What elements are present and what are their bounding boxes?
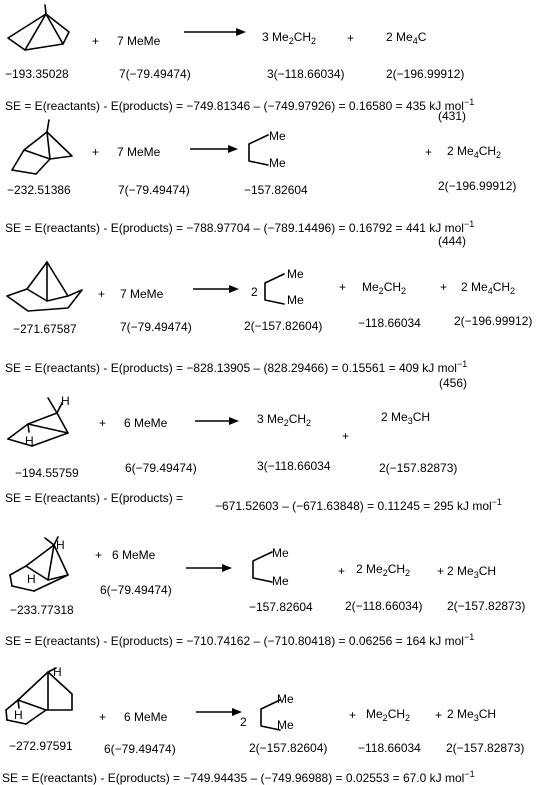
methyl-label: Me: [277, 692, 294, 706]
energy-value: 2(−157.82604): [244, 319, 323, 333]
hydrogen-label: H: [14, 708, 23, 722]
bicyclohexane-structure: [4, 256, 86, 316]
energy-value: −157.82604: [244, 183, 308, 197]
energy-value: 6(−79.49474): [125, 461, 197, 475]
methyl-label: Me: [272, 574, 289, 588]
energy-value: 3(−118.66034): [267, 67, 345, 81]
reaction-arrow: [186, 563, 232, 573]
strain-energy-equation: SE = E(reactants) - E(products) = −828.13905 – (828.29466) = 0.15561 = 409 kJ mol$^{-1}$: [5, 359, 468, 375]
energy-value: −194.55759: [15, 466, 79, 480]
literature-value: (456): [439, 376, 468, 390]
plus-sign: +: [339, 280, 347, 294]
product-label: 2 $Me_4CH_2$: [461, 280, 516, 296]
product-label: 2 $Me_3CH$: [447, 707, 497, 723]
plus-sign: +: [349, 708, 357, 722]
bicyclopentane-structure: [8, 118, 78, 178]
hydrogen-label: H: [61, 394, 70, 408]
methyl-label: Me: [277, 718, 294, 732]
plus-sign: +: [347, 31, 355, 45]
reaction-arrow: [184, 27, 246, 37]
reaction-arrow: [196, 707, 242, 717]
energy-value: 2(−196.99912): [454, 314, 533, 328]
methyl-label: Me: [269, 156, 286, 170]
hydrogen-label: H: [56, 538, 65, 552]
plus-sign: +: [440, 280, 448, 294]
energy-value: 2(−196.99912): [438, 179, 517, 193]
product-label: 3 $Me_2CH_2$: [262, 30, 317, 46]
product-label: $Me_2CH_2$: [366, 707, 411, 723]
reagent-label: 6 MeMe: [124, 416, 168, 430]
methyl-label: Me: [272, 546, 289, 560]
reagent-label: 6 MeMe: [112, 548, 156, 562]
plus-sign: +: [92, 34, 100, 48]
plus-sign: +: [95, 548, 103, 562]
plus-sign: +: [425, 145, 433, 159]
energy-value: −271.67587: [13, 322, 77, 336]
reagent-label: 7 MeMe: [120, 287, 164, 301]
energy-value: 2(−157.82873): [446, 741, 525, 755]
energy-value: 3(−118.66034: [257, 459, 331, 473]
energy-value: 2(−196.99912): [386, 67, 465, 81]
energy-value: 2(−157.82873): [447, 599, 526, 613]
coefficient-label: 2: [251, 285, 258, 299]
energy-value: −118.66034: [358, 316, 421, 330]
hydrogen-label: H: [27, 572, 36, 586]
reaction-arrow: [190, 144, 238, 154]
energy-value: −118.66034: [358, 741, 421, 755]
reagent-label: 7 MeMe: [117, 145, 161, 159]
product-label: 2 $Me_3CH$: [447, 564, 497, 580]
energy-value: 7(−79.49474): [120, 320, 192, 334]
methyl-label: Me: [287, 293, 304, 307]
strain-energy-equation: SE = E(reactants) - E(products) = −788.97704 – (−789.14496) = 0.16792 = 441 kJ mol$^{-1}$: [5, 219, 475, 235]
strain-energy-equation-lhs: SE = E(reactants) - E(products) =: [5, 491, 184, 505]
energy-value: −232.51386: [7, 183, 71, 197]
methyl-label: Me: [269, 129, 286, 143]
strain-energy-equation: SE = E(reactants) - E(products) = −749.81346 – (−749.97926) = 0.16580 = 435 kJ mol$^{-1}$: [5, 97, 475, 113]
product-label: $Me_2CH_2$: [362, 280, 407, 296]
product-label: 2 $Me_4CH_2$: [447, 144, 502, 160]
plus-sign: +: [98, 287, 106, 301]
plus-sign: +: [435, 708, 443, 722]
hydrogen-label: H: [53, 665, 62, 679]
plus-sign: +: [92, 145, 100, 159]
reagent-label: 6 MeMe: [124, 710, 168, 724]
energy-value: 2(−157.82604): [249, 741, 328, 755]
literature-value: (444): [438, 234, 467, 248]
energy-value: 6(−79.49474): [104, 742, 176, 756]
coefficient-label: 2: [240, 715, 247, 729]
plus-sign: +: [437, 564, 445, 578]
bicyclobutane-bridged-structure: [5, 4, 75, 54]
literature-value: (431): [438, 109, 467, 123]
strain-energy-equation: SE = E(reactants) - E(products) = −749.94435 – (−749.96988) = 0.02553 = 67.0 kJ mol$^{-1}$: [2, 769, 475, 785]
plus-sign: +: [338, 564, 346, 578]
reaction-arrow: [195, 416, 239, 426]
strain-energy-equation-rhs: −671.52603 – (−671.63848) = 0.11245 = 295 kJ mol$^{-1}$: [215, 497, 502, 513]
energy-value: 2(−157.82873): [379, 461, 458, 475]
energy-value: −193.35028: [5, 67, 69, 81]
energy-value: −233.77318: [10, 603, 74, 617]
bicyclohexane-h-structure: [6, 535, 76, 597]
energy-value: 6(−79.49474): [100, 583, 172, 597]
energy-value: 2(−118.66034): [345, 599, 423, 613]
hydrogen-label: H: [25, 434, 34, 448]
product-label: 2 $Me_4C$: [386, 30, 427, 46]
plus-sign: +: [342, 429, 350, 443]
plus-sign: +: [99, 710, 107, 724]
product-label: 2 $Me_3CH$: [381, 410, 431, 426]
energy-value: −272.97591: [9, 739, 73, 753]
methyl-label: Me: [287, 267, 304, 281]
product-label: 3 $Me_2CH_2$: [257, 412, 312, 428]
product-label: 2 $Me_2CH_2$: [356, 562, 411, 578]
plus-sign: +: [99, 416, 107, 430]
energy-value: −157.82604: [249, 600, 313, 614]
reaction-arrow: [193, 284, 239, 294]
energy-value: 7(−79.49474): [118, 183, 190, 197]
butane-structure: [262, 270, 288, 308]
strain-energy-equation: SE = E(reactants) - E(products) = −710.74162 – (−710.80418) = 0.06256 = 164 kJ mol$^{-1}$: [5, 632, 475, 648]
reagent-label: 7 MeMe: [117, 34, 161, 48]
energy-value: 7(−79.49474): [119, 67, 191, 81]
